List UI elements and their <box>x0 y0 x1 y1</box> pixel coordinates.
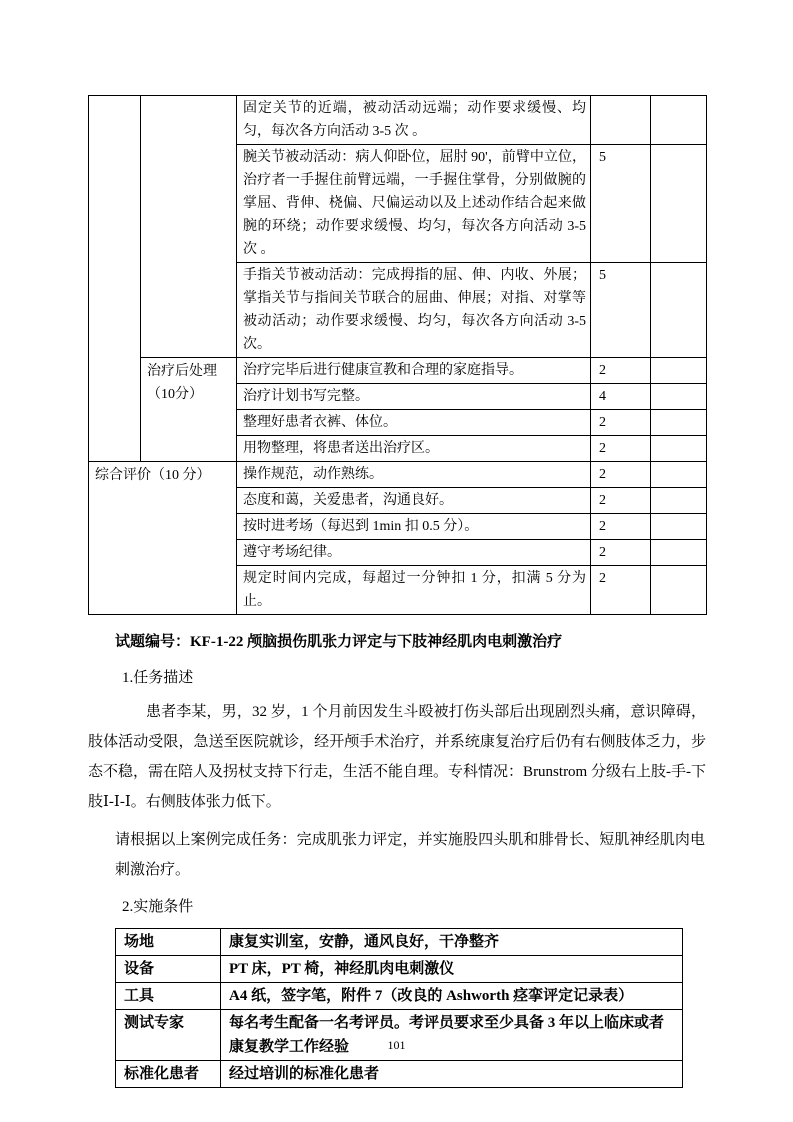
criterion-cell: 遵守考场纪律。 <box>237 540 591 566</box>
condition-value: A4 纸，签字笔，附件 7（改良的 Ashworth 痉挛评定记录表） <box>221 983 683 1010</box>
condition-label: 设备 <box>116 956 221 983</box>
empty-cell <box>651 488 707 514</box>
empty-cell <box>651 540 707 566</box>
criterion-cell: 态度和蔼，关爱患者，沟通良好。 <box>237 488 591 514</box>
condition-value: 每名考生配备一名考评员。考评员要求至少具备 3 年以上临床或者康复教学工作经验 <box>221 1010 683 1061</box>
condition-label: 测试专家 <box>116 1010 221 1061</box>
criterion-cell: 规定时间内完成，每超过一分钟扣 1 分，扣满 5 分为止。 <box>237 566 591 615</box>
table-row <box>116 929 683 956</box>
score-cell: 2 <box>591 514 651 540</box>
scoring-table <box>88 95 707 615</box>
score-cell: 2 <box>591 462 651 488</box>
criterion-cell: 治疗完毕后进行健康宣教和合理的家庭指导。 <box>237 358 591 384</box>
score-cell: 2 <box>591 540 651 566</box>
criterion-cell: 整理好患者衣裤、体位。 <box>237 410 591 436</box>
table-row <box>89 462 707 488</box>
condition-label: 标准化患者 <box>116 1061 221 1088</box>
table-row <box>116 983 683 1010</box>
left-continuation-cell <box>89 96 141 462</box>
task-description-paragraph: 患者李某，男，32 岁，1 个月前因发生斗殴被打伤头部后出现剧烈头痛，意识障碍，肢体活动受限，急送至医院就诊，经开颅手术治疗，并系统康复治疗后仍有右侧肢体乏力，步态不稳，需在陪人及拐杖支持下行走，生活不能自理。专科情况：Brunstrom 分级右上肢-手-下肢Ⅰ-Ⅰ-Ⅰ。右侧肢体张力低下。 <box>88 704 706 810</box>
score-cell: 2 <box>591 566 651 615</box>
criterion-cell: 固定关节的近端，被动活动远端；动作要求缓慢、均匀，每次各方向活动 3-5 次 。 <box>237 96 591 145</box>
table-row <box>89 358 707 384</box>
section-label-post-treatment: 治疗后处理（10分） <box>141 358 237 462</box>
criterion-cell: 操作规范，动作熟练。 <box>237 462 591 488</box>
task-request-paragraph: 请根据以上案例完成任务：完成肌张力评定，并实施股四头肌和腓骨长、短肌神经肌肉电刺激治疗。 <box>115 832 705 878</box>
condition-value: 康复实训室，安静，通风良好，干净整齐 <box>221 929 683 956</box>
score-cell: 2 <box>591 488 651 514</box>
criterion-cell: 用物整理，将患者送出治疗区。 <box>237 436 591 462</box>
score-cell: 5 <box>591 263 651 358</box>
criterion-cell: 按时进考场（每迟到 1min 扣 0.5 分）。 <box>237 514 591 540</box>
empty-cell <box>651 263 707 358</box>
table-row <box>116 956 683 983</box>
empty-cell <box>651 462 707 488</box>
condition-label: 场地 <box>116 929 221 956</box>
empty-cell <box>651 514 707 540</box>
score-cell <box>591 96 651 145</box>
empty-cell <box>651 358 707 384</box>
empty-cell <box>651 96 707 145</box>
criterion-cell: 腕关节被动活动：病人仰卧位，屈肘 90'，前臂中立位，治疗者一手握住前臂远端，一手握住掌骨，分别做腕的掌屈、背伸、桡偏、尺偏运动以及上述动作结合起来做腕的环绕；动作要求缓慢、均匀，每次各方向活动 3-5 次 。 <box>237 145 591 263</box>
task-description-heading: 1.任务描述 <box>122 670 194 686</box>
section-label-overall-evaluation: 综合评价（10 分） <box>89 462 237 615</box>
empty-cell <box>651 566 707 615</box>
score-cell: 5 <box>591 145 651 263</box>
condition-value: 经过培训的标准化患者 <box>221 1061 683 1088</box>
empty-cell <box>651 410 707 436</box>
condition-label: 工具 <box>116 983 221 1010</box>
criterion-cell: 手指关节被动活动：完成拇指的屈、伸、内收、外展；掌指关节与指间关节联合的屈曲、伸展；对指、对掌等被动活动；动作要求缓慢、均匀，每次各方向活动 3-5 次。 <box>237 263 591 358</box>
empty-cell <box>651 145 707 263</box>
conditions-table <box>115 928 683 1088</box>
table-row <box>89 96 707 145</box>
page-number: 101 <box>387 1038 406 1052</box>
score-cell: 2 <box>591 436 651 462</box>
criterion-cell: 治疗计划书写完整。 <box>237 384 591 410</box>
category-continuation-cell <box>141 96 237 358</box>
condition-value: PT 床，PT 椅，神经肌肉电刺激仪 <box>221 956 683 983</box>
exam-title: 试题编号：KF-1-22 颅脑损伤肌张力评定与下肢神经肌肉电刺激治疗 <box>115 634 563 650</box>
score-cell: 4 <box>591 384 651 410</box>
score-cell: 2 <box>591 410 651 436</box>
score-cell: 2 <box>591 358 651 384</box>
table-row <box>116 1061 683 1088</box>
conditions-heading: 2.实施条件 <box>122 899 194 915</box>
empty-cell <box>651 384 707 410</box>
empty-cell <box>651 436 707 462</box>
